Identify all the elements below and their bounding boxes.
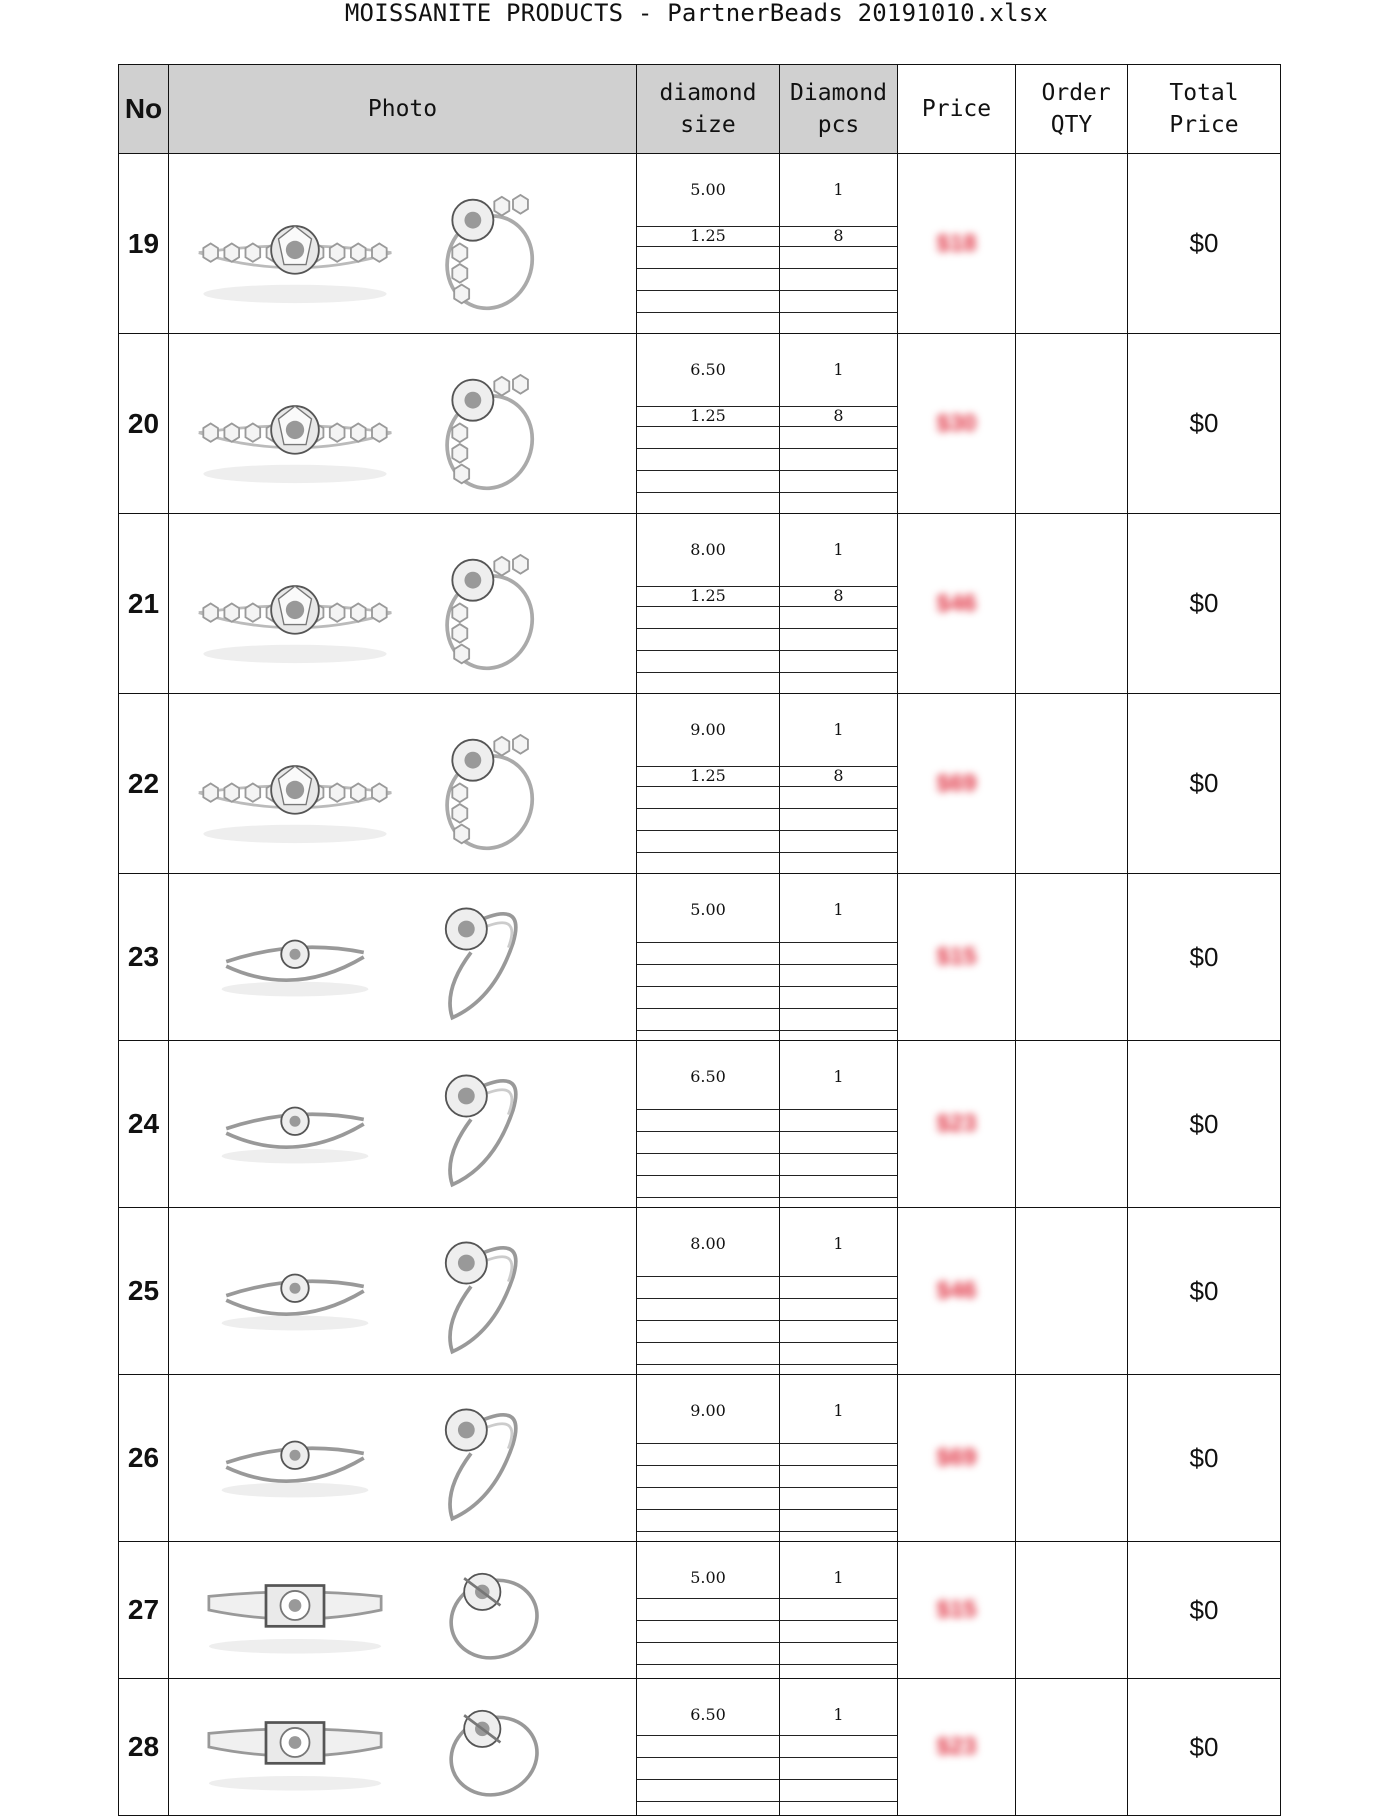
diamond-size-cell	[637, 514, 780, 694]
header-diamond-size	[637, 65, 780, 154]
row-number: 21	[119, 514, 169, 694]
grid-line	[780, 290, 897, 291]
grid-line	[637, 964, 779, 965]
grid-line	[780, 1487, 897, 1488]
grid-line	[637, 1364, 779, 1365]
grid-line	[637, 312, 779, 313]
grid-line	[637, 1801, 779, 1802]
total-price-cell: $0	[1128, 694, 1281, 874]
table-row	[119, 1208, 1281, 1375]
grid-line	[637, 606, 779, 607]
grid-line	[780, 1531, 897, 1532]
diamond-pcs-cell	[780, 1542, 898, 1679]
table-row	[119, 1679, 1281, 1816]
grid-line	[780, 606, 897, 607]
ring-front-image	[185, 694, 405, 873]
grid-line	[780, 1757, 897, 1758]
grid-line	[780, 1109, 897, 1110]
grid-line	[637, 426, 779, 427]
price-cell	[898, 1375, 1016, 1542]
price-value: $15	[936, 943, 977, 970]
ring-angle-image	[415, 1679, 555, 1815]
row-number: 22	[119, 694, 169, 874]
order-qty-cell[interactable]	[1016, 154, 1128, 334]
grid-line	[637, 1642, 779, 1643]
photo-cell	[169, 874, 637, 1041]
grid-line	[780, 1801, 897, 1802]
grid-line	[780, 964, 897, 965]
grid-line	[637, 1735, 779, 1736]
diamond-size-cell	[637, 154, 780, 334]
price-value: $23	[936, 1733, 977, 1760]
price-cell	[898, 154, 1016, 334]
grid-line	[637, 672, 779, 673]
price-cell	[898, 874, 1016, 1041]
diamond-pcs-value: 1	[833, 900, 844, 919]
photo-cell	[169, 334, 637, 514]
grid-line	[780, 1598, 897, 1599]
diamond-pcs-value: 1	[833, 1401, 844, 1420]
diamond-pcs-cell	[780, 514, 898, 694]
grid-line	[637, 942, 779, 943]
diamond-size-cell	[637, 874, 780, 1041]
grid-line	[637, 1487, 779, 1488]
ring-front-image	[185, 1208, 405, 1374]
price-value: $18	[936, 229, 977, 257]
row-number: 19	[119, 154, 169, 334]
grid-line	[780, 986, 897, 987]
grid-line	[780, 1153, 897, 1154]
diamond-size-value: 8.00	[690, 1234, 726, 1253]
grid-line	[637, 1197, 779, 1198]
order-qty-cell[interactable]	[1016, 514, 1128, 694]
grid-line	[780, 766, 897, 767]
price-value: $69	[936, 769, 977, 797]
row-number: 28	[119, 1679, 169, 1816]
grid-line	[637, 1109, 779, 1110]
total-price-cell: $0	[1128, 154, 1281, 334]
grid-line	[637, 1342, 779, 1343]
table-row	[119, 1041, 1281, 1208]
grid-line	[780, 1509, 897, 1510]
grid-line	[637, 1443, 779, 1444]
grid-line	[780, 226, 897, 227]
diamond-size-cell	[637, 694, 780, 874]
grid-line	[780, 1320, 897, 1321]
total-price-cell: $0	[1128, 1679, 1281, 1816]
diamond-size-value: 6.50	[690, 360, 726, 379]
grid-line	[637, 628, 779, 629]
price-value: $23	[936, 1110, 977, 1137]
grid-line	[780, 1197, 897, 1198]
grid-line	[780, 1443, 897, 1444]
table-row	[119, 154, 1281, 334]
diamond-pcs-cell	[780, 874, 898, 1041]
grid-line	[780, 448, 897, 449]
grid-line	[780, 312, 897, 313]
header-diamond-size-label: diamond size	[659, 80, 757, 138]
product-table	[118, 64, 1281, 1816]
diamond-pcs-value: 1	[833, 1234, 844, 1253]
total-price-cell: $0	[1128, 874, 1281, 1041]
total-price-cell: $0	[1128, 334, 1281, 514]
diamond-pcs-value: 1	[833, 1067, 844, 1086]
ring-angle-image	[415, 154, 555, 333]
grid-line	[637, 1030, 779, 1031]
diamond-size-cell	[637, 1679, 780, 1816]
price-value: $69	[936, 1444, 977, 1471]
diamond-pcs-value: 1	[833, 1705, 844, 1724]
row-number: 27	[119, 1542, 169, 1679]
grid-line	[780, 1642, 897, 1643]
total-price-cell: $0	[1128, 1375, 1281, 1542]
diamond-size-value: 6.50	[690, 1067, 726, 1086]
ring-angle-image	[415, 1041, 555, 1207]
photo-cell	[169, 1041, 637, 1208]
ring-front-image	[185, 1542, 405, 1678]
grid-line	[637, 448, 779, 449]
diamond-pcs-cell	[780, 1679, 898, 1816]
grid-line	[780, 1175, 897, 1176]
photo-cell	[169, 514, 637, 694]
photo-cell	[169, 1208, 637, 1375]
grid-line	[637, 586, 779, 587]
diamond-pcs-value: 1	[833, 720, 844, 739]
grid-line	[637, 1175, 779, 1176]
diamond-size-value-secondary: 1.25	[690, 406, 726, 425]
row-number: 23	[119, 874, 169, 1041]
grid-line	[637, 852, 779, 853]
diamond-pcs-value-secondary: 8	[833, 586, 844, 605]
grid-line	[780, 492, 897, 493]
row-number: 24	[119, 1041, 169, 1208]
total-price-cell: $0	[1128, 1542, 1281, 1679]
grid-line	[780, 246, 897, 247]
grid-line	[780, 830, 897, 831]
row-number: 20	[119, 334, 169, 514]
grid-line	[780, 942, 897, 943]
header-order-qty	[1016, 65, 1128, 154]
ring-angle-image	[415, 1208, 555, 1374]
grid-line	[637, 406, 779, 407]
grid-line	[780, 1735, 897, 1736]
diamond-pcs-value: 1	[833, 540, 844, 559]
grid-line	[637, 1620, 779, 1621]
order-qty-cell[interactable]	[1016, 1208, 1128, 1375]
grid-line	[780, 1131, 897, 1132]
grid-line	[637, 492, 779, 493]
table-row	[119, 1542, 1281, 1679]
grid-line	[637, 246, 779, 247]
diamond-size-value: 5.00	[690, 900, 726, 919]
ring-front-image	[185, 1375, 405, 1541]
order-qty-cell[interactable]	[1016, 874, 1128, 1041]
price-cell	[898, 1542, 1016, 1679]
diamond-pcs-value-secondary: 8	[833, 226, 844, 245]
grid-line	[780, 268, 897, 269]
grid-line	[780, 852, 897, 853]
grid-line	[780, 1664, 897, 1665]
table-row	[119, 514, 1281, 694]
diamond-pcs-value: 1	[833, 360, 844, 379]
grid-line	[637, 1509, 779, 1510]
ring-front-image	[185, 154, 405, 333]
grid-line	[780, 1364, 897, 1365]
ring-front-image	[185, 1679, 405, 1815]
price-cell	[898, 694, 1016, 874]
header-diamond-pcs	[780, 65, 898, 154]
diamond-size-value: 9.00	[690, 720, 726, 739]
grid-line	[780, 808, 897, 809]
table-row	[119, 874, 1281, 1041]
grid-line	[780, 1030, 897, 1031]
diamond-size-value: 9.00	[690, 1401, 726, 1420]
diamond-size-value-secondary: 1.25	[690, 586, 726, 605]
total-price-cell: $0	[1128, 1208, 1281, 1375]
order-qty-cell[interactable]	[1016, 1375, 1128, 1542]
diamond-size-value: 5.00	[690, 1568, 726, 1587]
grid-line	[637, 1757, 779, 1758]
grid-line	[637, 290, 779, 291]
total-price-cell: $0	[1128, 514, 1281, 694]
header-price: Price	[898, 65, 1016, 154]
photo-cell	[169, 1542, 637, 1679]
ring-front-image	[185, 514, 405, 693]
order-qty-cell[interactable]	[1016, 1542, 1128, 1679]
grid-line	[780, 470, 897, 471]
price-value: $15	[936, 1596, 977, 1623]
header-photo: Photo	[169, 65, 637, 154]
diamond-pcs-cell	[780, 1208, 898, 1375]
diamond-size-cell	[637, 1542, 780, 1679]
grid-line	[780, 650, 897, 651]
diamond-size-cell	[637, 1375, 780, 1542]
ring-angle-image	[415, 334, 555, 513]
photo-cell	[169, 694, 637, 874]
price-cell	[898, 514, 1016, 694]
grid-line	[780, 1779, 897, 1780]
grid-line	[637, 1598, 779, 1599]
table-row	[119, 694, 1281, 874]
table-row	[119, 334, 1281, 514]
price-value: $46	[936, 1277, 977, 1304]
header-order-qty-label: Order QTY	[1041, 80, 1111, 138]
diamond-pcs-value-secondary: 8	[833, 766, 844, 785]
grid-line	[637, 830, 779, 831]
row-number: 26	[119, 1375, 169, 1542]
grid-line	[637, 1008, 779, 1009]
ring-angle-image	[415, 694, 555, 873]
grid-line	[637, 268, 779, 269]
header-diamond-pcs-label: Diamond pcs	[790, 80, 887, 138]
diamond-pcs-value: 1	[833, 180, 844, 199]
diamond-size-value-secondary: 1.25	[690, 766, 726, 785]
price-cell	[898, 1208, 1016, 1375]
grid-line	[637, 1153, 779, 1154]
diamond-size-value: 5.00	[690, 180, 726, 199]
grid-line	[780, 586, 897, 587]
header-row	[119, 65, 1281, 154]
photo-cell	[169, 1375, 637, 1542]
grid-line	[637, 1465, 779, 1466]
ring-front-image	[185, 1041, 405, 1207]
grid-line	[637, 650, 779, 651]
price-cell	[898, 1041, 1016, 1208]
grid-line	[780, 672, 897, 673]
diamond-pcs-cell	[780, 1375, 898, 1542]
diamond-pcs-cell	[780, 694, 898, 874]
grid-line	[780, 406, 897, 407]
diamond-pcs-value-secondary: 8	[833, 406, 844, 425]
grid-line	[637, 1531, 779, 1532]
order-qty-cell[interactable]	[1016, 694, 1128, 874]
grid-line	[637, 1276, 779, 1277]
grid-line	[637, 786, 779, 787]
table-row	[119, 1375, 1281, 1542]
diamond-pcs-cell	[780, 1041, 898, 1208]
grid-line	[637, 1298, 779, 1299]
ring-front-image	[185, 874, 405, 1040]
grid-line	[780, 1620, 897, 1621]
diamond-pcs-value: 1	[833, 1568, 844, 1587]
header-total-price-label: Total Price	[1169, 80, 1239, 138]
diamond-size-cell	[637, 1041, 780, 1208]
grid-line	[637, 766, 779, 767]
grid-line	[637, 808, 779, 809]
total-price-cell: $0	[1128, 1041, 1281, 1208]
order-qty-cell[interactable]	[1016, 1041, 1128, 1208]
grid-line	[780, 1465, 897, 1466]
diamond-pcs-cell	[780, 334, 898, 514]
grid-line	[637, 470, 779, 471]
document-title: MOISSANITE PRODUCTS - PartnerBeads 20191010.xlsx	[344, 0, 1049, 27]
header-total-price	[1128, 65, 1281, 154]
price-cell	[898, 1679, 1016, 1816]
diamond-size-value-secondary: 1.25	[690, 226, 726, 245]
price-value: $46	[936, 589, 977, 617]
grid-line	[780, 628, 897, 629]
order-qty-cell[interactable]	[1016, 1679, 1128, 1816]
row-number: 25	[119, 1208, 169, 1375]
grid-line	[780, 1342, 897, 1343]
grid-line	[780, 1298, 897, 1299]
grid-line	[637, 1664, 779, 1665]
grid-line	[637, 986, 779, 987]
grid-line	[637, 1131, 779, 1132]
photo-cell	[169, 1679, 637, 1816]
diamond-size-value: 8.00	[690, 540, 726, 559]
diamond-size-cell	[637, 334, 780, 514]
diamond-size-cell	[637, 1208, 780, 1375]
grid-line	[780, 786, 897, 787]
grid-line	[637, 1779, 779, 1780]
grid-line	[780, 1008, 897, 1009]
ring-angle-image	[415, 1542, 555, 1678]
ring-angle-image	[415, 514, 555, 693]
diamond-pcs-cell	[780, 154, 898, 334]
grid-line	[637, 226, 779, 227]
price-cell	[898, 334, 1016, 514]
ring-angle-image	[415, 1375, 555, 1541]
price-value: $30	[936, 409, 977, 437]
grid-line	[780, 426, 897, 427]
ring-front-image	[185, 334, 405, 513]
diamond-size-value: 6.50	[690, 1705, 726, 1724]
grid-line	[780, 1276, 897, 1277]
grid-line	[637, 1320, 779, 1321]
photo-cell	[169, 154, 637, 334]
order-qty-cell[interactable]	[1016, 334, 1128, 514]
header-no: No	[119, 65, 169, 154]
ring-angle-image	[415, 874, 555, 1040]
